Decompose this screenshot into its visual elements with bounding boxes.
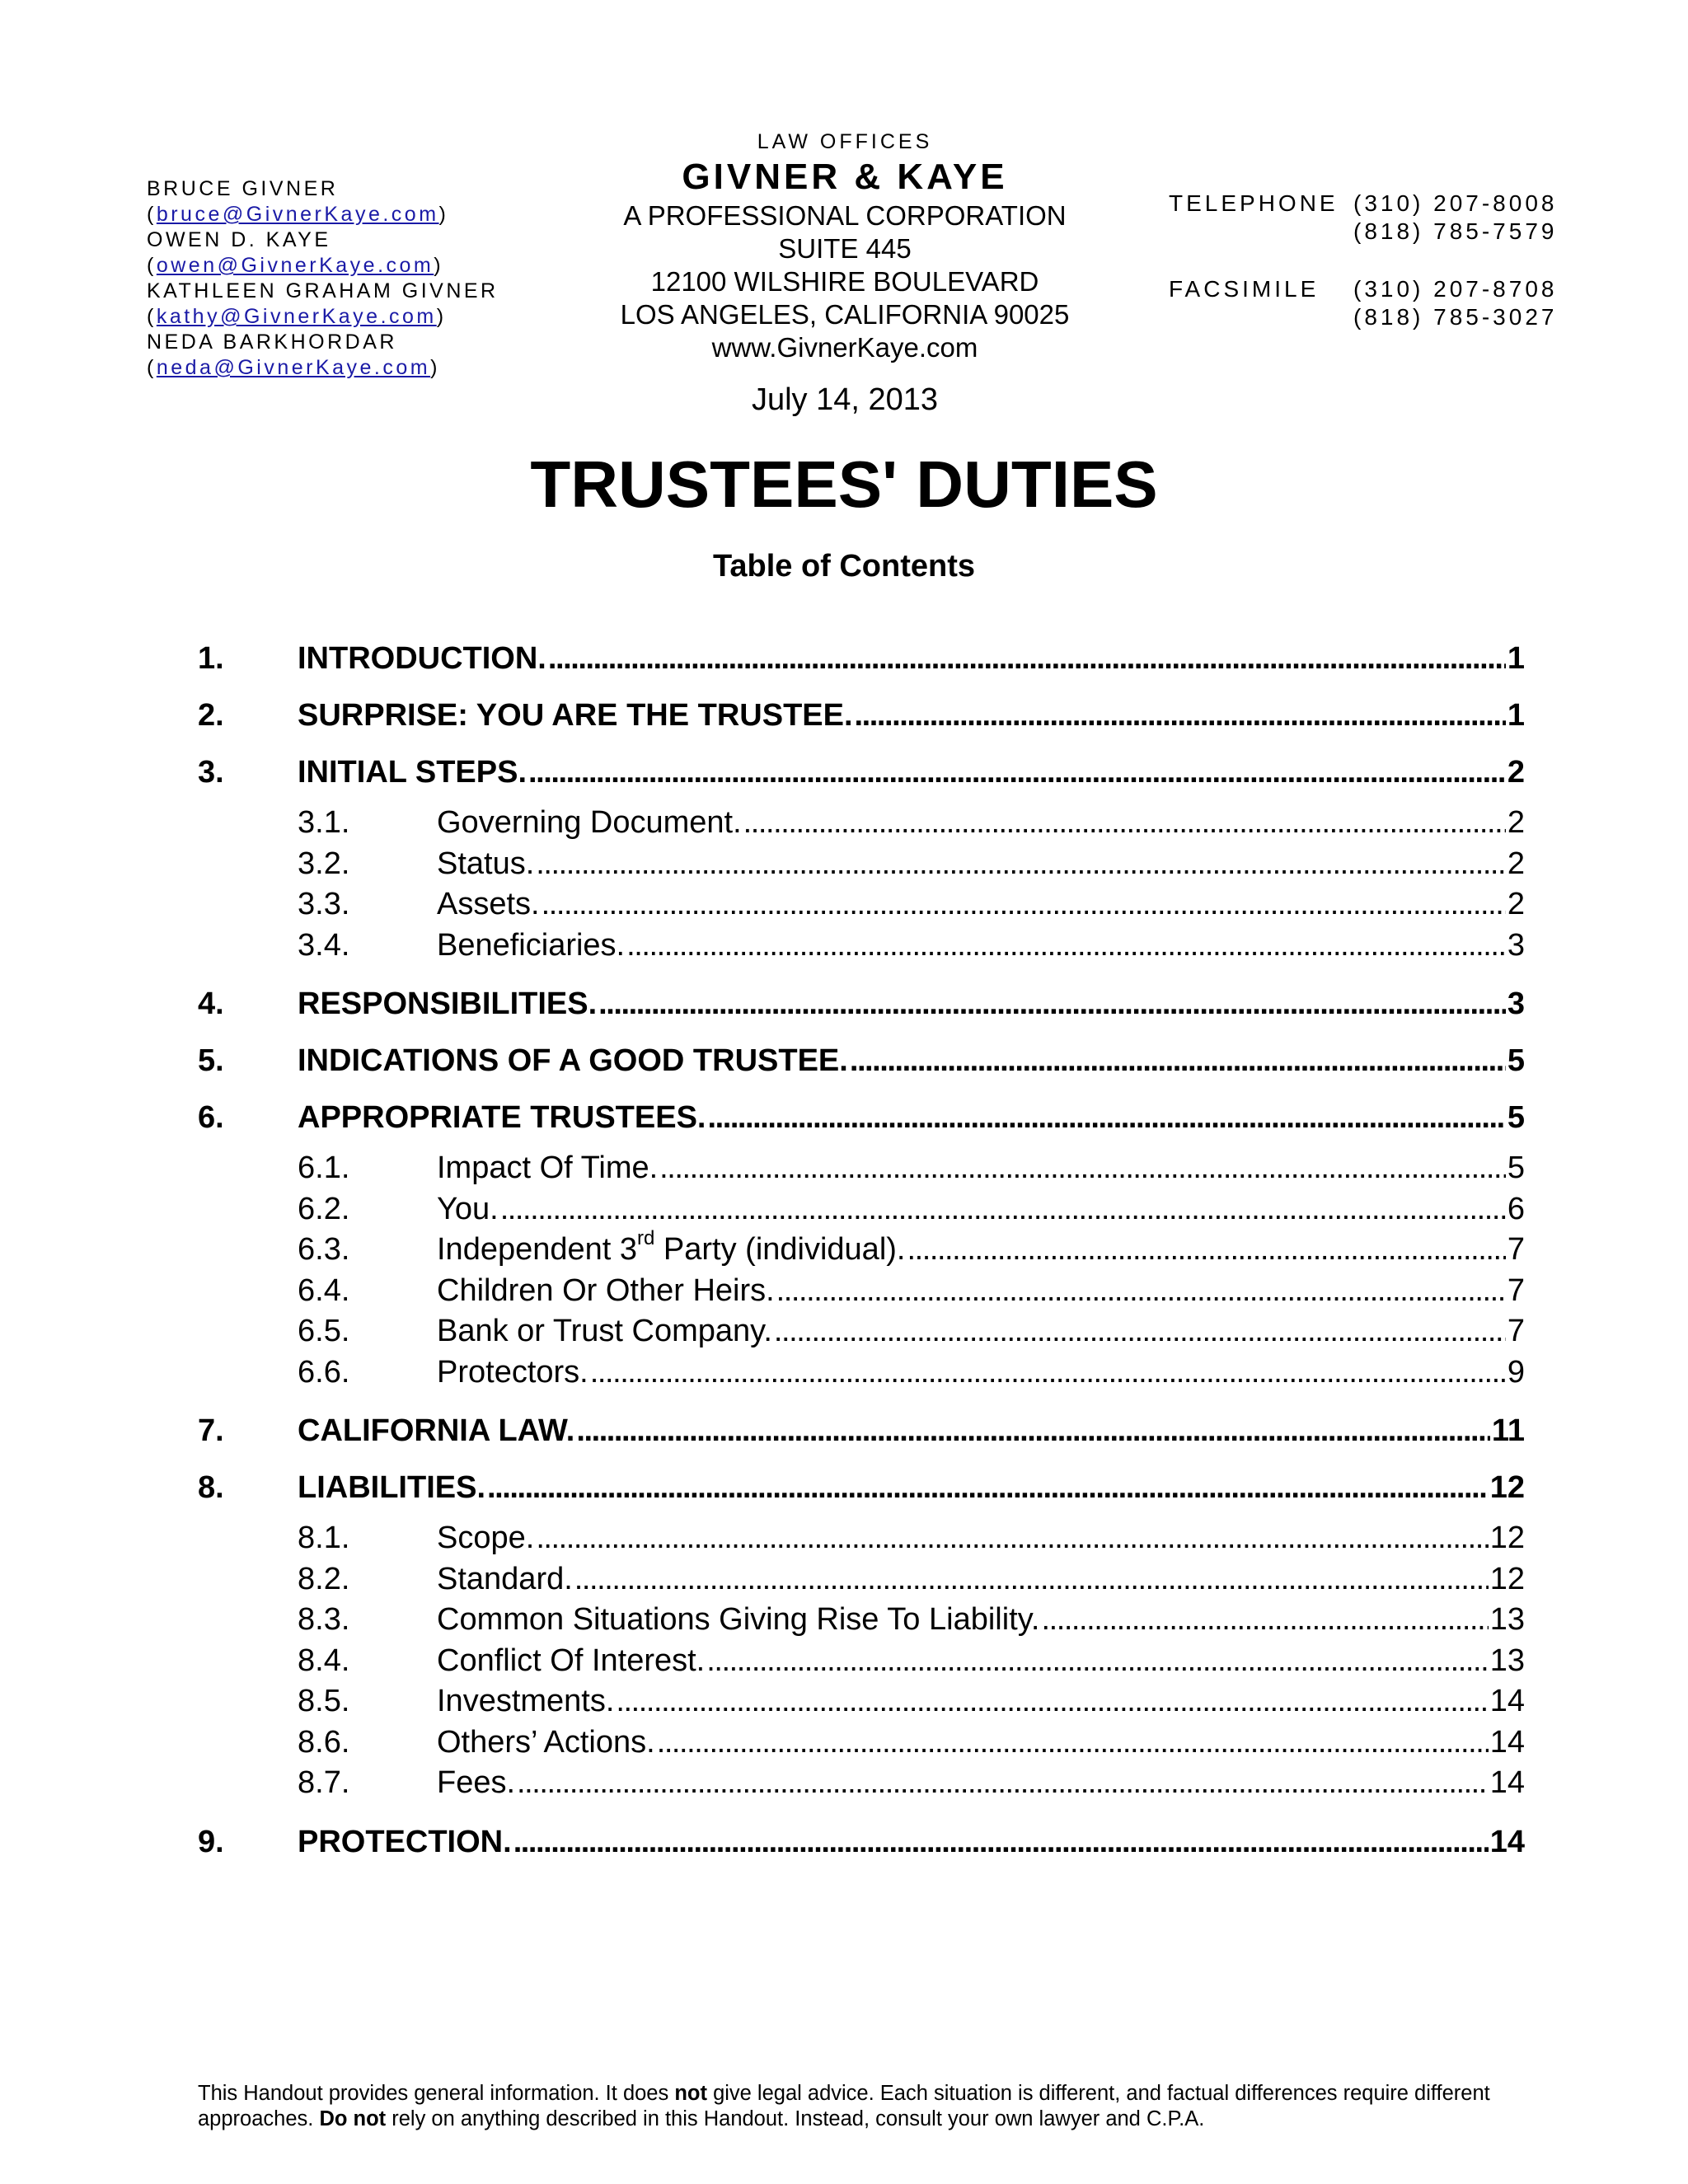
toc-subentry-number: 8.1. [298, 1521, 350, 1555]
toc-entry-page: 5 [1507, 1100, 1525, 1135]
toc-subentry[interactable] [198, 844, 1525, 885]
toc-subentry-number: 8.5. [298, 1684, 350, 1718]
toc-dot-leader [706, 1641, 1488, 1682]
toc-dot-leader [1041, 1600, 1488, 1641]
toc-subentry-label: Investments. [437, 1684, 615, 1718]
toc-subentry-label: Others’ Actions. [437, 1724, 655, 1760]
toc-dot-leader [500, 1189, 1506, 1230]
toc-subentry[interactable] [198, 1641, 1525, 1682]
toc-dot-leader [536, 844, 1506, 885]
toc-entry-number: 1. [198, 641, 224, 676]
toc-subentry-page: 14 [1489, 1724, 1525, 1760]
attorney-email-row: (owen@GivnerKaye.com) [147, 254, 444, 277]
toc-subentry-label: You. [437, 1191, 499, 1226]
facsimile-number: (818) 785-3027 [1353, 304, 1558, 330]
toc-dot-leader [850, 1042, 1506, 1080]
document-date: July 14, 2013 [751, 382, 939, 417]
toc-subentry-page: 13 [1489, 1602, 1525, 1637]
facsimile-block [1169, 275, 1557, 331]
toc-entry-label: SURPRISE: YOU ARE THE TRUSTEE. [298, 698, 853, 733]
toc-dot-leader [513, 1823, 1489, 1861]
toc-dot-leader [776, 1271, 1506, 1312]
toc-entry-page: 12 [1489, 1470, 1525, 1505]
toc-entry-number: 5. [198, 1043, 224, 1078]
toc-subentry-number: 6.1. [298, 1151, 350, 1185]
toc-entry-label: CALIFORNIA LAW. [298, 1413, 575, 1448]
toc-subentry-number: 8.4. [298, 1643, 350, 1678]
toc-entry[interactable] [198, 985, 1525, 1023]
toc-entry-label: RESPONSIBILITIES. [298, 987, 598, 1021]
toc-subentry-label: Governing Document. [437, 805, 742, 840]
toc-entry-page: 14 [1489, 1824, 1525, 1859]
toc-entry[interactable] [198, 753, 1525, 791]
toc-subentry-page: 2 [1507, 846, 1525, 881]
toc-entry[interactable] [198, 1469, 1525, 1507]
toc-subentry-number: 6.2. [298, 1191, 350, 1226]
attorney-email-row: (neda@GivnerKaye.com) [147, 356, 440, 379]
toc-subentry-label: Protectors. [437, 1354, 588, 1390]
toc-entry-label: LIABILITIES. [298, 1470, 485, 1505]
toc-subentry[interactable] [198, 1189, 1525, 1230]
toc-entry[interactable] [198, 640, 1525, 677]
toc-subentry-label: Status. [437, 846, 535, 881]
toc-subentry[interactable] [198, 1271, 1525, 1312]
toc-subentry-page: 9 [1507, 1354, 1525, 1390]
toc-subentry[interactable] [198, 1763, 1525, 1804]
toc-subentry-number: 8.7. [298, 1765, 350, 1800]
superscript: rd [637, 1227, 655, 1250]
firm-block [528, 129, 1162, 419]
toc-subentry[interactable] [198, 1352, 1525, 1394]
table-of-contents [198, 640, 1525, 1861]
toc-subentry-label: Conflict Of Interest. [437, 1643, 706, 1678]
toc-subentry-label: Fees. [437, 1765, 516, 1800]
disclaimer: This Handout provides general information. It does not give legal advice. Each situation is different, and factual differences require different approaches. Do not rely on anything described in this Handout. Instead, consult your own lawyer and C.P.A. [198, 2082, 1490, 2130]
telephone-number: (818) 785-7579 [1353, 218, 1558, 244]
attorney-email-link[interactable]: neda@GivnerKaye.com [156, 356, 431, 379]
toc-dot-leader [576, 1412, 1489, 1450]
toc-subentry-number: 8.2. [298, 1561, 350, 1596]
toc-entry[interactable] [198, 1412, 1525, 1450]
contact-block [1169, 190, 1557, 331]
toc-dot-leader [590, 1352, 1506, 1394]
toc-entry-label: INITIAL STEPS. [298, 755, 528, 790]
toc-entry-number: 7. [198, 1413, 224, 1448]
toc-subentry-page: 7 [1507, 1232, 1525, 1267]
facsimile-label: FACSIMILE [1169, 276, 1320, 302]
toc-subentry[interactable] [198, 1148, 1525, 1189]
toc-dot-leader [616, 1681, 1488, 1722]
toc-subentry-number: 6.4. [298, 1272, 350, 1308]
law-offices-label: LAW OFFICES [757, 130, 933, 153]
toc-dot-leader [487, 1469, 1489, 1507]
toc-subentry-number: 8.6. [298, 1724, 350, 1760]
toc-entry-page: 2 [1507, 755, 1525, 790]
attorney-email-link[interactable]: bruce@GivnerKaye.com [156, 203, 439, 226]
toc-subentry-label: Independent 3rd Party (individual). [437, 1227, 906, 1267]
toc-subentry-number: 3.3. [298, 887, 350, 921]
toc-dot-leader [907, 1230, 1505, 1271]
toc-subentry[interactable] [198, 1600, 1525, 1641]
toc-subentry-number: 6.6. [298, 1354, 350, 1390]
toc-subentry-label: Scope. [437, 1521, 535, 1555]
toc-dot-leader [574, 1559, 1489, 1601]
toc-subentry[interactable] [198, 926, 1525, 967]
toc-subentry-page: 3 [1507, 927, 1525, 963]
toc-subentry-label: Impact Of Time. [437, 1151, 659, 1185]
toc-subentry-page: 7 [1507, 1314, 1525, 1348]
toc-subentry-number: 3.4. [298, 927, 350, 963]
toc-entry[interactable] [198, 1823, 1525, 1861]
toc-subentry-number: 6.3. [298, 1232, 350, 1267]
toc-subentry[interactable] [198, 803, 1525, 844]
attorney-name: OWEN D. KAYE [147, 228, 331, 251]
attorney-email-link[interactable]: kathy@GivnerKaye.com [156, 305, 437, 328]
toc-dot-leader [528, 753, 1506, 791]
attorney-name: KATHLEEN GRAHAM GIVNER [147, 279, 499, 302]
toc-subentry[interactable] [198, 1681, 1525, 1722]
toc-subentry-label: Assets. [437, 887, 540, 921]
toc-dot-leader [659, 1148, 1506, 1189]
toc-entry-number: 6. [198, 1100, 224, 1135]
toc-entry-number: 8. [198, 1470, 224, 1505]
toc-subentry[interactable] [198, 1227, 1525, 1271]
toc-dot-leader [743, 803, 1506, 844]
toc-subentry-page: 5 [1507, 1151, 1525, 1185]
toc-entry-page: 1 [1507, 698, 1525, 733]
firm-street: 12100 WILSHIRE BOULEVARD [650, 266, 1039, 297]
toc-subentry-page: 12 [1489, 1521, 1525, 1555]
toc-subentry-page: 2 [1507, 887, 1525, 921]
toc-subentry-label: Bank or Trust Company. [437, 1314, 772, 1348]
toc-entry-number: 2. [198, 698, 224, 733]
toc-subentry-label: Standard. [437, 1561, 573, 1596]
toc-subentry-page: 14 [1489, 1684, 1525, 1718]
toc-dot-leader [542, 884, 1506, 926]
firm-city: LOS ANGELES, CALIFORNIA 90025 [620, 299, 1070, 330]
toc-subentry-page: 13 [1489, 1643, 1525, 1678]
telephone-block [1169, 190, 1557, 246]
toc-subentry-page: 2 [1507, 805, 1525, 840]
toc-dot-leader [707, 1099, 1505, 1137]
telephone-label: TELEPHONE [1169, 190, 1339, 216]
attorney-name: NEDA BARKHORDAR [147, 330, 397, 354]
toc-dot-leader [774, 1311, 1506, 1352]
toc-entry-label: INTRODUCTION. [298, 641, 546, 676]
toc-subentry[interactable] [198, 1311, 1525, 1352]
toc-subentry[interactable] [198, 1722, 1525, 1764]
toc-entry[interactable] [198, 1099, 1525, 1137]
toc-entry-page: 1 [1507, 641, 1525, 676]
toc-entry-page: 11 [1491, 1413, 1525, 1448]
attorney-name: BRUCE GIVNER [147, 177, 339, 200]
attorney-email-link[interactable]: owen@GivnerKaye.com [156, 254, 434, 277]
firm-website: www.GivnerKaye.com [711, 332, 978, 363]
firm-name: GIVNER & KAYE [682, 157, 1008, 197]
toc-subentry-number: 3.1. [298, 805, 350, 840]
toc-entry-number: 3. [198, 755, 224, 790]
toc-subentry-label: Beneficiaries. [437, 927, 626, 963]
toc-subentry-page: 14 [1489, 1765, 1525, 1800]
toc-entry[interactable] [198, 1042, 1525, 1080]
toc-dot-leader [657, 1722, 1489, 1764]
firm-corporation: A PROFESSIONAL CORPORATION [623, 200, 1067, 231]
toc-subentry[interactable] [198, 1518, 1525, 1559]
toc-subentry-page: 7 [1507, 1272, 1525, 1308]
toc-subentry-label: Common Situations Giving Rise To Liability. [437, 1602, 1040, 1637]
toc-entry-page: 3 [1507, 987, 1525, 1021]
toc-entry[interactable] [198, 696, 1525, 734]
toc-entry-page: 5 [1507, 1043, 1525, 1078]
toc-dot-leader [855, 696, 1506, 734]
facsimile-number: (310) 207-8708 [1353, 276, 1558, 302]
toc-entry-label: INDICATIONS OF A GOOD TRUSTEE. [298, 1043, 848, 1078]
toc-entry-number: 4. [198, 987, 224, 1021]
toc-subentry-number: 3.2. [298, 846, 350, 881]
attorney-list [147, 176, 534, 381]
toc-heading: Table of Contents [712, 549, 976, 583]
firm-suite: SUITE 445 [778, 233, 912, 264]
toc-entry-label: PROTECTION. [298, 1824, 512, 1859]
attorney-email-row: (kathy@GivnerKaye.com) [147, 305, 447, 328]
toc-entry-label: APPROPRIATE TRUSTEES. [298, 1100, 706, 1135]
toc-subentry[interactable] [198, 1559, 1525, 1601]
telephone-number: (310) 207-8008 [1353, 190, 1558, 216]
attorney-email-row: (bruce@GivnerKaye.com) [147, 203, 449, 226]
toc-dot-leader [548, 640, 1506, 677]
toc-entry-number: 9. [198, 1824, 224, 1859]
toc-subentry-label: Children Or Other Heirs. [437, 1272, 775, 1308]
toc-dot-leader [598, 985, 1506, 1023]
toc-dot-leader [536, 1518, 1488, 1559]
toc-subentry-page: 12 [1489, 1561, 1525, 1596]
toc-subentry-number: 8.3. [298, 1602, 350, 1637]
toc-subentry[interactable] [198, 884, 1525, 926]
toc-dot-leader [626, 926, 1506, 967]
toc-subentry-page: 6 [1507, 1191, 1525, 1226]
document-title: TRUSTEES' DUTIES [530, 448, 1158, 521]
toc-subentry-number: 6.5. [298, 1314, 350, 1348]
toc-dot-leader [517, 1763, 1489, 1804]
